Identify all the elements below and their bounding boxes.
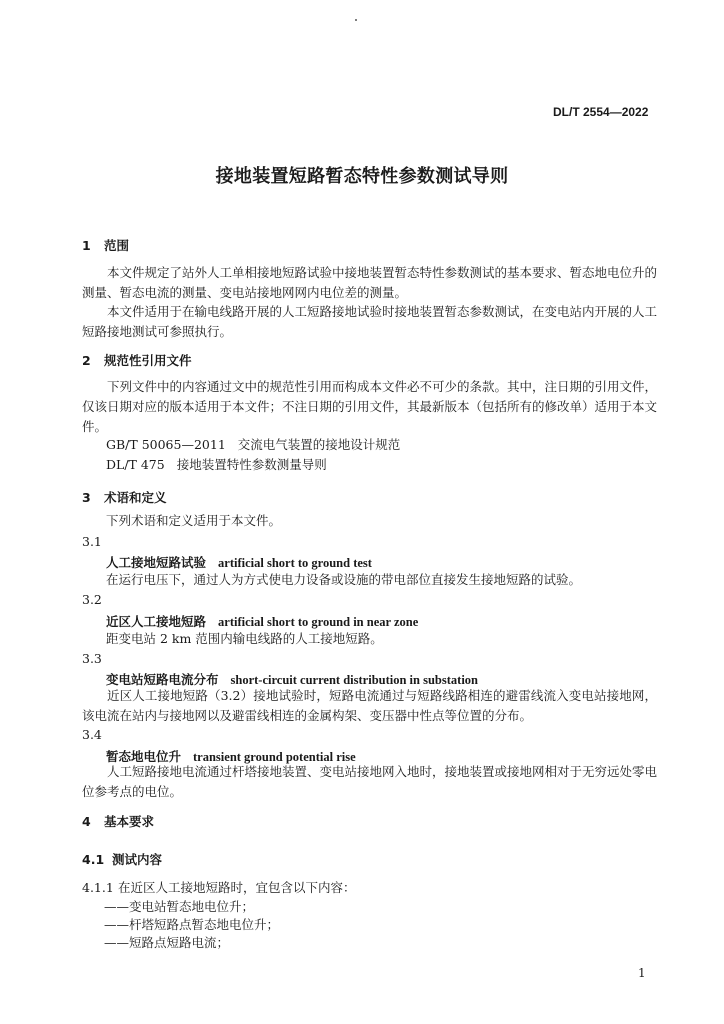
subsection-heading [82, 850, 162, 868]
section-4-heading [82, 812, 154, 830]
document-title: 接地装置短路暂态特性参数测试导则 [215, 166, 509, 187]
section-number: 1 [82, 238, 91, 253]
section-number: 3 [82, 490, 91, 505]
term-definition: 距变电站 2 km 范围内输电线路的人工接地短路。 [106, 631, 383, 646]
list-item: ——短路点短路电流； [104, 935, 230, 950]
term-definition: 近区人工接地短路（3.2）接地试验时，短路电流通过与短路线路相连的避雷线流入变电站接地网，该电流在站内与接地网以及避雷线相连的金属构架、变压器中性点等位置的分布。 [82, 688, 657, 723]
section-1-heading [82, 236, 129, 254]
term-number: 3.2 [82, 592, 102, 607]
term-chinese: 暂态地电位升 [106, 749, 182, 764]
term-english: artificial short to ground in near zone [218, 615, 419, 629]
list-item: ——杆塔短路点暂态地电位升； [104, 917, 280, 932]
reference-code: DL/T 475 [106, 457, 165, 472]
section-2-paragraph-1: 下列文件中的内容通过文中的规范性引用而构成本文件必不可少的条款。其中，注日期的引用文件，仅该日期对应的版本适用于本文件；不注日期的引用文件，其最新版本（包括所有的修改单）适用于本文件。 [82, 379, 658, 434]
scan-speck [355, 19, 357, 21]
term-chinese: 人工接地短路试验 [106, 555, 207, 570]
term-number: 3.3 [82, 651, 102, 666]
standard-number: DL/T 2554—2022 [553, 105, 649, 119]
list-item: ——变电站暂态地电位升； [104, 899, 255, 914]
term-definition: 人工短路接地电流通过杆塔接地装置、变电站接地网入地时，接地装置或接地网相对于无穷远处零电位参考点的电位。 [82, 764, 658, 799]
section-title: 范围 [104, 238, 130, 253]
term-chinese: 变电站短路电流分布 [106, 672, 219, 687]
term-definition: 在运行电压下，通过人为方式使电力设备或设施的带电部位直接发生接地短路的试验。 [106, 572, 582, 587]
term-heading [106, 553, 372, 571]
section-number: 2 [82, 353, 91, 368]
section-2-heading [82, 351, 192, 369]
clause-number: 4.1.1 [82, 880, 114, 895]
reference-item [106, 457, 327, 473]
clause-text: 在近区人工接地短路时，宜包含以下内容： [118, 880, 356, 895]
section-title: 规范性引用文件 [104, 353, 192, 368]
clause-item [82, 880, 356, 896]
term-english: transient ground potential rise [193, 750, 356, 764]
section-number: 4 [82, 814, 91, 829]
reference-name: 接地装置特性参数测量导则 [176, 457, 327, 472]
section-3-intro: 下列术语和定义适用于本文件。 [106, 513, 282, 528]
subsection-title: 测试内容 [112, 852, 163, 867]
section-1-paragraph-2: 本文件适用于在输电线路开展的人工短路接地试验时接地装置暂态参数测试，在变电站内开展的人工短路接地测试可参照执行。 [82, 304, 658, 339]
section-1-paragraph-1: 本文件规定了站外人工单相接地短路试验中接地装置暂态特性参数测试的基本要求、暂态地电位升的测量、暂态电流的测量、变电站接地网网内电位差的测量。 [82, 265, 658, 300]
term-english: short-circuit current distribution in substation [230, 673, 478, 687]
section-title: 基本要求 [104, 814, 155, 829]
reference-name: 交流电气装置的接地设计规范 [237, 437, 401, 452]
term-chinese: 近区人工接地短路 [106, 614, 207, 629]
section-title: 术语和定义 [104, 490, 167, 505]
reference-item [106, 437, 400, 453]
term-number: 3.1 [82, 534, 102, 549]
section-3-heading [82, 488, 167, 506]
page-number: 1 [638, 966, 646, 980]
term-number: 3.4 [82, 727, 102, 742]
subsection-number: 4.1 [82, 852, 105, 867]
term-heading [106, 612, 418, 630]
term-english: artificial short to ground test [218, 556, 372, 570]
reference-code: GB/T 50065—2011 [106, 437, 226, 452]
